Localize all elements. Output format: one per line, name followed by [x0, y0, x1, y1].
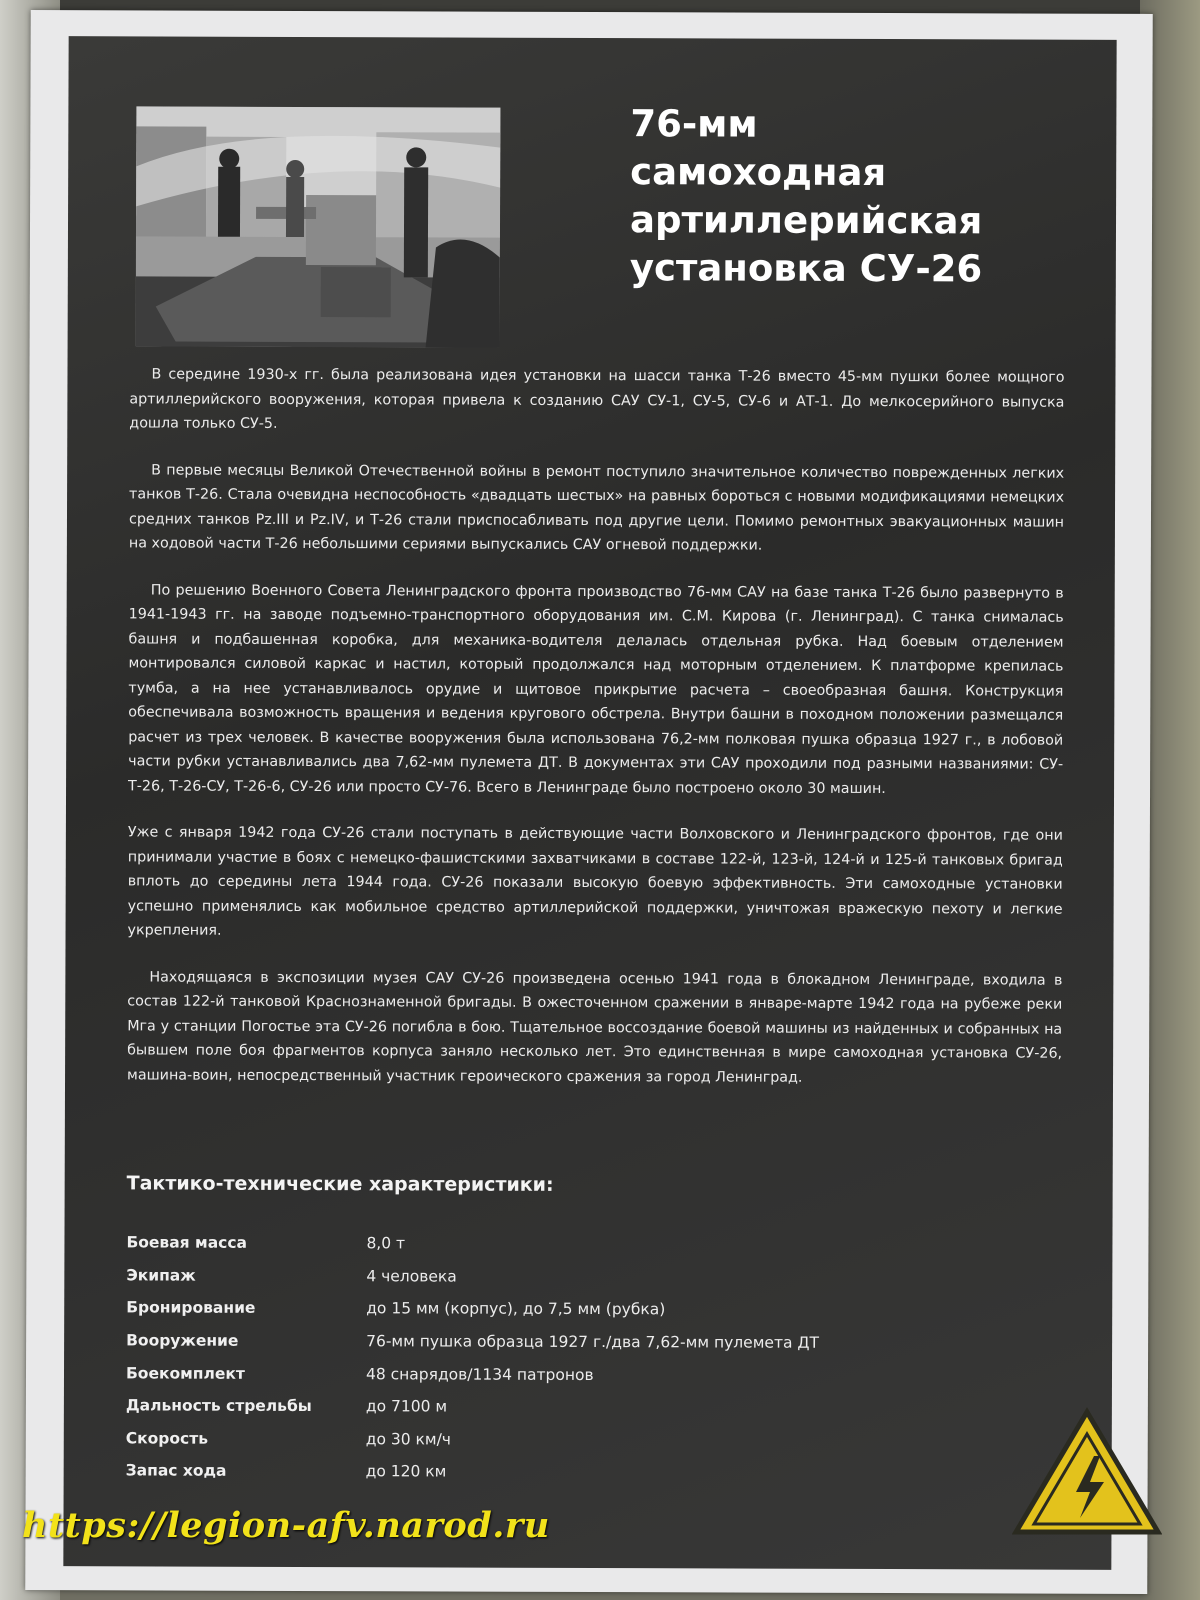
photo-illustration — [136, 106, 501, 347]
title-line: самоходная — [630, 150, 887, 195]
paragraph: В середине 1930-х гг. была реализована идея установки на шасси танка Т-26 вместо 45-мм пушки более мощного артиллерийского вооружения, которая привела к созданию САУ СУ-1, СУ-5, СУ-6 и АТ-1. До мелкосерийного выпуска дошла только СУ-5. — [129, 366, 1065, 432]
spec-value: до 7100 м — [365, 1397, 448, 1416]
page-title — [630, 100, 1081, 294]
spec-value: до 15 мм (корпус), до 7,5 мм (рубка) — [366, 1299, 666, 1319]
spec-value: 76-мм пушка образца 1927 г./два 7,62-мм пулемета ДТ — [366, 1332, 820, 1352]
specs-heading: Тактико-технические характеристики: — [126, 1172, 554, 1196]
spec-row — [126, 1389, 1026, 1425]
spec-row — [126, 1357, 1026, 1393]
spec-row — [126, 1259, 1026, 1295]
spec-label: Скорость — [125, 1429, 209, 1448]
spec-value: 48 снарядов/1134 патронов — [365, 1364, 594, 1384]
high-voltage-warning-icon — [1012, 1406, 1162, 1536]
spec-row — [126, 1292, 1026, 1328]
spec-value: до 120 км — [365, 1462, 447, 1481]
spec-label: Экипаж — [126, 1266, 196, 1285]
spec-row — [126, 1455, 1026, 1491]
title-line: установка СУ-26 — [629, 246, 983, 291]
watermark-url: https://legion-afv.narod.ru — [22, 1505, 550, 1546]
historical-photo — [136, 106, 501, 347]
spec-value: 4 человека — [366, 1267, 457, 1286]
description-text — [127, 362, 1065, 1112]
paragraph: Находящаяся в экспозиции музея САУ СУ-26 произведена осенью 1941 года в блокадном Ленинграде, входила в состав 122-й танковой Краснознаменной бригады. В ожесточенном сражении в январе-марте 1942 года на рубеже реки Мга у станции Погостье эта СУ-26 погибла в бою. Тщательное воссоздание боевой машины из найденных и собранных на бывшем поле боя фрагментов корпуса заняло несколько лет. Это единственная в мире самоходная установка СУ-26, машина-воин, непосредственный участник героического сражения за город Ленинград. — [127, 968, 1063, 1086]
spec-label: Бронирование — [126, 1298, 256, 1318]
spec-row — [126, 1226, 1026, 1262]
spec-label: Запас хода — [125, 1461, 227, 1481]
spec-value: 8,0 т — [366, 1234, 406, 1253]
spec-row — [126, 1324, 1026, 1360]
title-line: 76-мм — [630, 102, 758, 146]
spec-row — [126, 1422, 1026, 1458]
paragraph: Уже с января 1942 года СУ-26 стали поступать в действующие части Волховского и Ленинградского фронтов, где они принимали участие в боях с немецко-фашистскими захватчиками в составе 122-й, 123-й, 124-й и 125-й танковых бригад вплоть до середины лета 1944 года. СУ-26 показали высокую боевую эффективность. Эти самоходные установки успешно применялись как мобильное средство артиллерийской поддержки, уничтожая вражескую пехоту и легкие укрепления. — [127, 824, 1063, 939]
info-sign — [25, 10, 1153, 1594]
spec-label: Боекомплект — [125, 1364, 245, 1383]
paragraph: По решению Военного Совета Ленинградского фронта производство 76-мм САУ на базе танка Т-26 было развернуто в 1941-1943 гг. на заводе подъемно-транспортного оборудования им. С.М. Кирова (г. Ленинград). С танка снималась башня и подбашенная коробка, для механика-водителя делалась отдельная рубка. Над боевым отделением монтировался силовой каркас и настил, который продолжался над моторным отделением. К платформе крепилась тумба, а на нее устанавливалось орудие и щитовое прикрытие расчета – своеобразная башня. Конструкция обеспечивала возможность вращения и ведения кругового обстрела. Внутри башни в походном положении размещался расчет из трех человек. В качестве вооружения была использована 76,2-мм полковая пушка образца 1927 г., в лобовой части рубки устанавливались два 7,62-мм пулемета ДТ. В документах эти САУ проходили под разными названиями: СУ-Т-26, Т-26-СУ, Т-26-6, СУ-26 или просто СУ-76. Всего в Ленинграде было построено около 30 машин. — [128, 581, 1064, 797]
paragraph: В первые месяцы Великой Отечественной войны в ремонт поступило значительное количество поврежденных легких танков Т-26. Стала очевидна неспособность «двадцать шестых» на равных бороться с новыми модификациями немецких средних танков Pz.III и Pz.IV, и Т-26 стали приспосабливать под другие цели. Помимо ремонтных эвакуационных машин на ходовой части Т-26 небольшими сериями выпускались САУ огневой поддержки. — [128, 461, 1065, 554]
spec-label: Вооружение — [126, 1331, 239, 1350]
specs-table — [126, 1226, 1027, 1490]
spec-value: до 30 км/ч — [365, 1430, 452, 1449]
spec-label: Дальность стрельбы — [125, 1396, 312, 1416]
info-panel — [63, 36, 1116, 1570]
spec-label: Боевая масса — [126, 1233, 248, 1253]
title-line: артиллерийская — [629, 198, 983, 243]
